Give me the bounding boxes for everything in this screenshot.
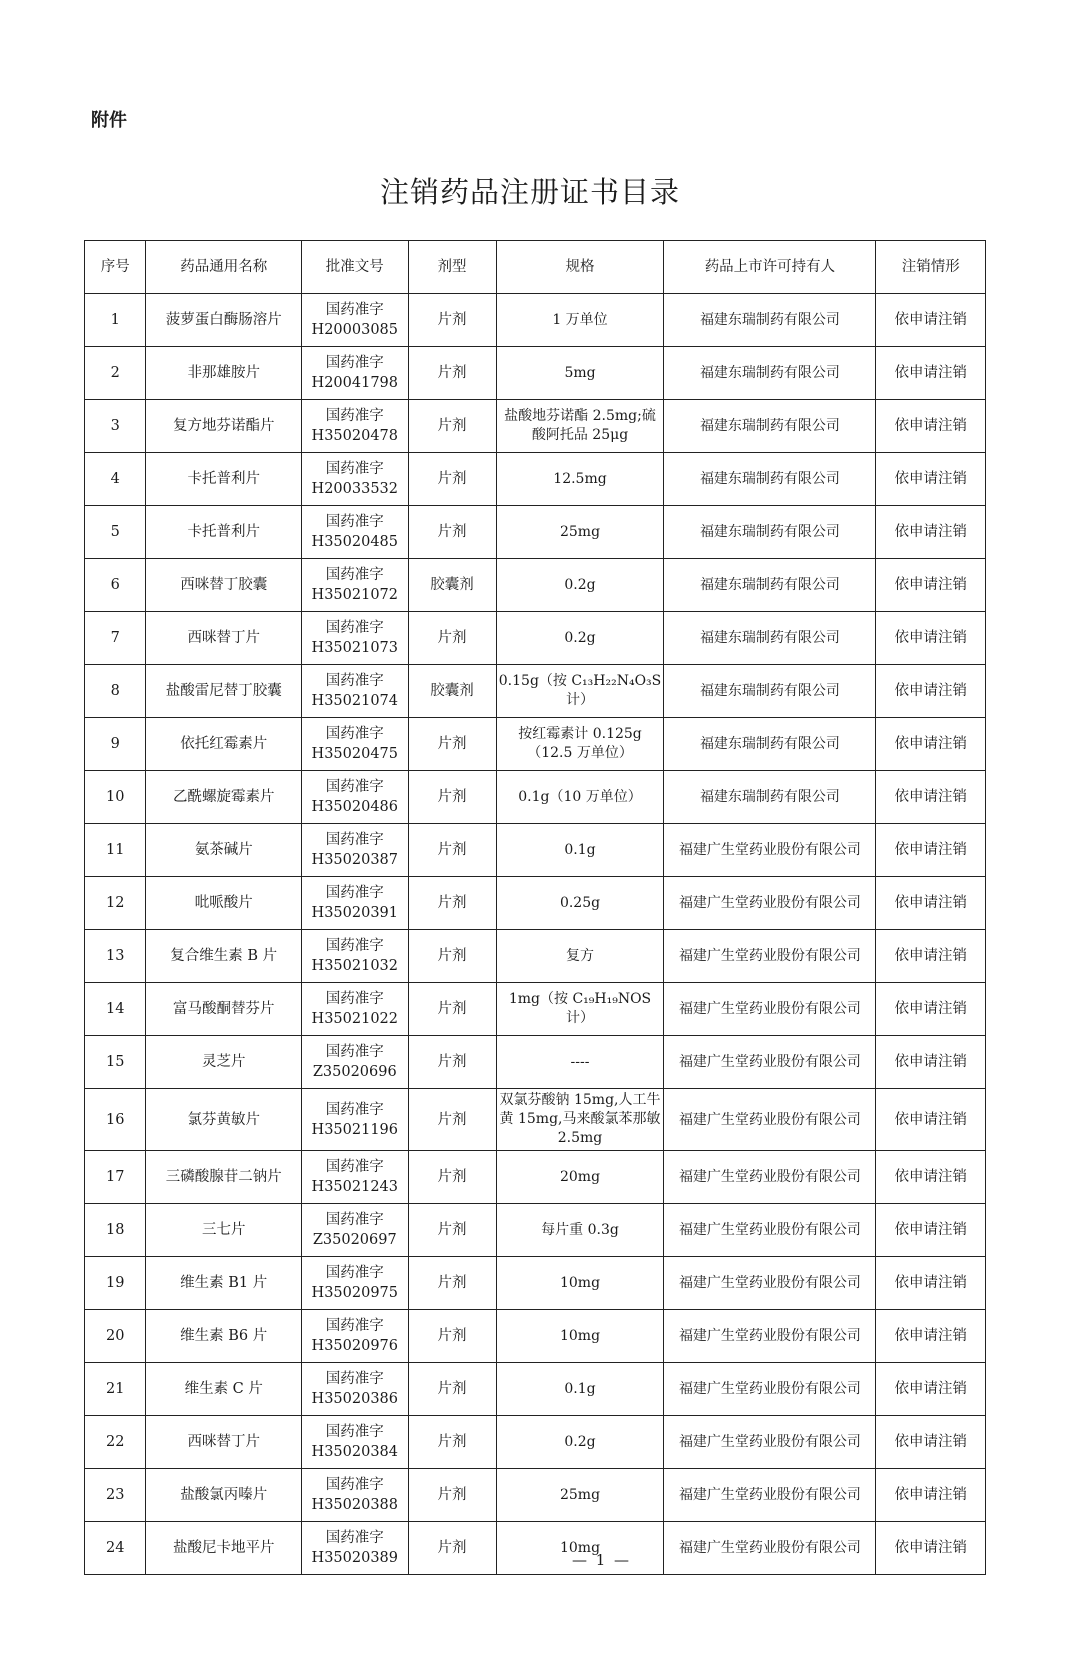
cell-name: 氯芬黄敏片 bbox=[146, 1089, 302, 1151]
cell-name: 三七片 bbox=[146, 1204, 302, 1257]
cell-name: 复方地芬诺酯片 bbox=[146, 400, 302, 453]
table-row bbox=[85, 1204, 986, 1257]
cell-status: 依申请注销 bbox=[876, 1522, 986, 1575]
approval-prefix: 国药准字 bbox=[325, 1044, 384, 1060]
cell-holder: 福建东瑞制药有限公司 bbox=[664, 506, 876, 559]
cell-status: 依申请注销 bbox=[876, 294, 986, 347]
table-row bbox=[85, 1151, 986, 1204]
approval-prefix: 国药准字 bbox=[325, 620, 384, 636]
cell-approval bbox=[302, 1310, 408, 1363]
cell-holder: 福建广生堂药业股份有限公司 bbox=[664, 1469, 876, 1522]
cell-holder: 福建东瑞制药有限公司 bbox=[664, 559, 876, 612]
cell-no: 11 bbox=[85, 824, 146, 877]
cell-holder: 福建广生堂药业股份有限公司 bbox=[664, 1257, 876, 1310]
cell-name: 氨茶碱片 bbox=[146, 824, 302, 877]
cell-holder: 福建东瑞制药有限公司 bbox=[664, 771, 876, 824]
cell-holder: 福建广生堂药业股份有限公司 bbox=[664, 1310, 876, 1363]
approval-prefix: 国药准字 bbox=[325, 567, 384, 583]
cell-no: 8 bbox=[85, 665, 146, 718]
cell-spec: 1 万单位 bbox=[496, 294, 664, 347]
cell-status: 依申请注销 bbox=[876, 1257, 986, 1310]
cell-name: 依托红霉素片 bbox=[146, 718, 302, 771]
cell-approval bbox=[302, 1151, 408, 1204]
cell-status: 依申请注销 bbox=[876, 506, 986, 559]
cell-approval bbox=[302, 1089, 408, 1151]
cell-name: 盐酸雷尼替丁胶囊 bbox=[146, 665, 302, 718]
cell-holder: 福建广生堂药业股份有限公司 bbox=[664, 1204, 876, 1257]
cell-status: 依申请注销 bbox=[876, 718, 986, 771]
cell-name: 西咪替丁片 bbox=[146, 612, 302, 665]
approval-code: H35021243 bbox=[311, 1179, 398, 1195]
cell-status: 依申请注销 bbox=[876, 559, 986, 612]
cell-status: 依申请注销 bbox=[876, 824, 986, 877]
page-number: — 1 — bbox=[571, 1551, 632, 1569]
cell-spec: 12.5mg bbox=[496, 453, 664, 506]
cell-form: 片剂 bbox=[408, 506, 496, 559]
approval-code: Z35020697 bbox=[312, 1232, 397, 1248]
cell-spec: 0.2g bbox=[496, 1416, 664, 1469]
cell-no: 17 bbox=[85, 1151, 146, 1204]
cell-status: 依申请注销 bbox=[876, 771, 986, 824]
cell-approval bbox=[302, 1416, 408, 1469]
column-header-no: 序号 bbox=[85, 241, 146, 294]
cell-no: 24 bbox=[85, 1522, 146, 1575]
cell-holder: 福建东瑞制药有限公司 bbox=[664, 612, 876, 665]
cell-no: 15 bbox=[85, 1036, 146, 1089]
cell-form: 片剂 bbox=[408, 877, 496, 930]
table-row bbox=[85, 877, 986, 930]
cell-approval bbox=[302, 718, 408, 771]
cell-spec: 10mg bbox=[496, 1257, 664, 1310]
cell-name: 盐酸尼卡地平片 bbox=[146, 1522, 302, 1575]
table-row bbox=[85, 347, 986, 400]
cell-approval bbox=[302, 983, 408, 1036]
approval-code: H20003085 bbox=[311, 322, 398, 338]
table-row bbox=[85, 718, 986, 771]
cell-holder: 福建东瑞制药有限公司 bbox=[664, 400, 876, 453]
column-header-form: 剂型 bbox=[408, 241, 496, 294]
approval-prefix: 国药准字 bbox=[325, 779, 384, 795]
cell-spec: 0.2g bbox=[496, 559, 664, 612]
cell-name: 盐酸氯丙嗪片 bbox=[146, 1469, 302, 1522]
cell-approval bbox=[302, 877, 408, 930]
approval-code: H35020486 bbox=[311, 799, 398, 815]
cell-spec: 0.1g（10 万单位） bbox=[496, 771, 664, 824]
approval-prefix: 国药准字 bbox=[325, 1265, 384, 1281]
approval-code: H35020478 bbox=[311, 428, 398, 444]
cell-status: 依申请注销 bbox=[876, 1036, 986, 1089]
cell-form: 片剂 bbox=[408, 1363, 496, 1416]
cell-approval bbox=[302, 400, 408, 453]
cell-spec: 10mg bbox=[496, 1522, 664, 1575]
cell-no: 9 bbox=[85, 718, 146, 771]
approval-prefix: 国药准字 bbox=[325, 1159, 384, 1175]
cell-name: 维生素 B1 片 bbox=[146, 1257, 302, 1310]
approval-code: H35021074 bbox=[311, 693, 398, 709]
cell-status: 依申请注销 bbox=[876, 665, 986, 718]
cell-status: 依申请注销 bbox=[876, 400, 986, 453]
approval-code: H35020387 bbox=[311, 852, 398, 868]
cell-form: 片剂 bbox=[408, 1204, 496, 1257]
cell-no: 20 bbox=[85, 1310, 146, 1363]
cell-form: 片剂 bbox=[408, 294, 496, 347]
cell-holder: 福建广生堂药业股份有限公司 bbox=[664, 1416, 876, 1469]
column-header-name: 药品通用名称 bbox=[146, 241, 302, 294]
approval-prefix: 国药准字 bbox=[325, 1477, 384, 1493]
approval-prefix: 国药准字 bbox=[325, 355, 384, 371]
cell-approval bbox=[302, 347, 408, 400]
cell-holder: 福建广生堂药业股份有限公司 bbox=[664, 824, 876, 877]
cell-spec: 0.25g bbox=[496, 877, 664, 930]
approval-code: H35020389 bbox=[311, 1550, 398, 1566]
approval-prefix: 国药准字 bbox=[325, 514, 384, 530]
cell-status: 依申请注销 bbox=[876, 347, 986, 400]
cell-spec: 双氯芬酸钠 15mg,人工牛黄 15mg,马来酸氯苯那敏 2.5mg bbox=[496, 1089, 664, 1151]
cell-name: 乙酰螺旋霉素片 bbox=[146, 771, 302, 824]
approval-prefix: 国药准字 bbox=[325, 991, 384, 1007]
cell-no: 1 bbox=[85, 294, 146, 347]
cell-approval bbox=[302, 1257, 408, 1310]
table-row bbox=[85, 294, 986, 347]
approval-code: H35020976 bbox=[311, 1338, 398, 1354]
table-row bbox=[85, 1036, 986, 1089]
cell-form: 片剂 bbox=[408, 612, 496, 665]
approval-prefix: 国药准字 bbox=[325, 302, 384, 318]
document-title: 注销药品注册证书目录 bbox=[379, 175, 680, 209]
approval-prefix: 国药准字 bbox=[325, 726, 384, 742]
cell-name: 卡托普利片 bbox=[146, 453, 302, 506]
cell-spec: 复方 bbox=[496, 930, 664, 983]
approval-code: H35021196 bbox=[311, 1121, 398, 1138]
cell-name: 吡哌酸片 bbox=[146, 877, 302, 930]
cell-approval bbox=[302, 559, 408, 612]
approval-code: H35021032 bbox=[311, 958, 398, 974]
cell-approval bbox=[302, 1363, 408, 1416]
cell-form: 片剂 bbox=[408, 400, 496, 453]
approval-prefix: 国药准字 bbox=[325, 673, 384, 689]
cell-spec: 1mg（按 C₁₉H₁₉NOS 计） bbox=[496, 983, 664, 1036]
approval-prefix: 国药准字 bbox=[325, 1530, 384, 1546]
cell-approval bbox=[302, 612, 408, 665]
cell-spec: 20mg bbox=[496, 1151, 664, 1204]
approval-prefix: 国药准字 bbox=[325, 885, 384, 901]
column-header-approval: 批准文号 bbox=[302, 241, 408, 294]
cell-no: 2 bbox=[85, 347, 146, 400]
cell-approval bbox=[302, 824, 408, 877]
table-row bbox=[85, 453, 986, 506]
approval-code: H35021073 bbox=[311, 640, 398, 656]
approval-prefix: 国药准字 bbox=[325, 1371, 384, 1387]
cell-no: 16 bbox=[85, 1089, 146, 1151]
approval-prefix: 国药准字 bbox=[325, 1212, 384, 1228]
cell-form: 片剂 bbox=[408, 1151, 496, 1204]
approval-code: H35020975 bbox=[311, 1285, 398, 1301]
approval-code: H35020485 bbox=[311, 534, 398, 550]
cell-name: 灵芝片 bbox=[146, 1036, 302, 1089]
cell-spec: 按红霉素计 0.125g（12.5 万单位） bbox=[496, 718, 664, 771]
cell-form: 片剂 bbox=[408, 1310, 496, 1363]
cell-holder: 福建广生堂药业股份有限公司 bbox=[664, 877, 876, 930]
table-row bbox=[85, 400, 986, 453]
approval-code: H35020386 bbox=[311, 1391, 398, 1407]
cell-no: 7 bbox=[85, 612, 146, 665]
cell-form: 片剂 bbox=[408, 1416, 496, 1469]
cell-holder: 福建广生堂药业股份有限公司 bbox=[664, 1522, 876, 1575]
approval-code: H35020384 bbox=[311, 1444, 398, 1460]
cell-name: 维生素 B6 片 bbox=[146, 1310, 302, 1363]
cell-form: 片剂 bbox=[408, 1469, 496, 1522]
table-row bbox=[85, 771, 986, 824]
approval-code: H35020388 bbox=[311, 1497, 398, 1513]
table-row bbox=[85, 824, 986, 877]
cell-approval bbox=[302, 771, 408, 824]
cell-spec: 0.1g bbox=[496, 824, 664, 877]
approval-prefix: 国药准字 bbox=[325, 938, 384, 954]
cell-approval bbox=[302, 1204, 408, 1257]
approval-prefix: 国药准字 bbox=[325, 408, 384, 424]
cell-name: 菠萝蛋白酶肠溶片 bbox=[146, 294, 302, 347]
cell-holder: 福建广生堂药业股份有限公司 bbox=[664, 1363, 876, 1416]
cell-form: 胶囊剂 bbox=[408, 665, 496, 718]
cell-holder: 福建东瑞制药有限公司 bbox=[664, 453, 876, 506]
cell-no: 18 bbox=[85, 1204, 146, 1257]
cell-spec: 25mg bbox=[496, 506, 664, 559]
cell-approval bbox=[302, 294, 408, 347]
cell-name: 非那雄胺片 bbox=[146, 347, 302, 400]
cell-holder: 福建广生堂药业股份有限公司 bbox=[664, 1151, 876, 1204]
cell-name: 复合维生素 B 片 bbox=[146, 930, 302, 983]
cell-no: 5 bbox=[85, 506, 146, 559]
approval-code: Z35020696 bbox=[312, 1064, 397, 1080]
table-row bbox=[85, 983, 986, 1036]
approval-code: H35020391 bbox=[311, 905, 398, 921]
cell-name: 维生素 C 片 bbox=[146, 1363, 302, 1416]
cell-form: 片剂 bbox=[408, 930, 496, 983]
cell-holder: 福建广生堂药业股份有限公司 bbox=[664, 1089, 876, 1151]
cell-status: 依申请注销 bbox=[876, 612, 986, 665]
approval-prefix: 国药准字 bbox=[325, 461, 384, 477]
cell-spec: 0.1g bbox=[496, 1363, 664, 1416]
column-header-holder: 药品上市许可持有人 bbox=[664, 241, 876, 294]
cell-form: 胶囊剂 bbox=[408, 559, 496, 612]
registry-table bbox=[84, 240, 986, 1575]
cell-no: 22 bbox=[85, 1416, 146, 1469]
cell-approval bbox=[302, 1036, 408, 1089]
cell-holder: 福建广生堂药业股份有限公司 bbox=[664, 983, 876, 1036]
cell-no: 6 bbox=[85, 559, 146, 612]
cell-status: 依申请注销 bbox=[876, 453, 986, 506]
cell-status: 依申请注销 bbox=[876, 877, 986, 930]
cell-form: 片剂 bbox=[408, 771, 496, 824]
cell-no: 13 bbox=[85, 930, 146, 983]
cell-spec: 5mg bbox=[496, 347, 664, 400]
table-row bbox=[85, 665, 986, 718]
cell-form: 片剂 bbox=[408, 718, 496, 771]
table-row bbox=[85, 1363, 986, 1416]
cell-no: 23 bbox=[85, 1469, 146, 1522]
cell-spec: 0.15g（按 C₁₃H₂₂N₄O₃S 计） bbox=[496, 665, 664, 718]
cell-name: 西咪替丁片 bbox=[146, 1416, 302, 1469]
cell-no: 14 bbox=[85, 983, 146, 1036]
cell-status: 依申请注销 bbox=[876, 930, 986, 983]
cell-approval bbox=[302, 506, 408, 559]
approval-prefix: 国药准字 bbox=[325, 1424, 384, 1440]
table-body bbox=[85, 294, 986, 1575]
cell-spec: 0.2g bbox=[496, 612, 664, 665]
column-header-spec: 规格 bbox=[496, 241, 664, 294]
attachment-label: 附件 bbox=[91, 110, 127, 131]
approval-code: H20041798 bbox=[311, 375, 398, 391]
cell-approval bbox=[302, 930, 408, 983]
cell-status: 依申请注销 bbox=[876, 1310, 986, 1363]
cell-spec: ---- bbox=[496, 1036, 664, 1089]
cell-form: 片剂 bbox=[408, 453, 496, 506]
cell-spec: 25mg bbox=[496, 1469, 664, 1522]
table-row bbox=[85, 1310, 986, 1363]
cell-approval bbox=[302, 453, 408, 506]
cell-holder: 福建广生堂药业股份有限公司 bbox=[664, 1036, 876, 1089]
cell-no: 4 bbox=[85, 453, 146, 506]
table-row bbox=[85, 559, 986, 612]
approval-prefix: 国药准字 bbox=[325, 832, 384, 848]
cell-form: 片剂 bbox=[408, 983, 496, 1036]
cell-form: 片剂 bbox=[408, 347, 496, 400]
cell-spec: 10mg bbox=[496, 1310, 664, 1363]
cell-form: 片剂 bbox=[408, 1036, 496, 1089]
cell-form: 片剂 bbox=[408, 824, 496, 877]
cell-name: 卡托普利片 bbox=[146, 506, 302, 559]
column-header-status: 注销情形 bbox=[876, 241, 986, 294]
cell-status: 依申请注销 bbox=[876, 1416, 986, 1469]
approval-code: H35021072 bbox=[311, 587, 398, 603]
cell-holder: 福建东瑞制药有限公司 bbox=[664, 347, 876, 400]
cell-holder: 福建广生堂药业股份有限公司 bbox=[664, 930, 876, 983]
table-row bbox=[85, 506, 986, 559]
cell-no: 10 bbox=[85, 771, 146, 824]
cell-approval bbox=[302, 665, 408, 718]
cell-form: 片剂 bbox=[408, 1257, 496, 1310]
cell-spec: 每片重 0.3g bbox=[496, 1204, 664, 1257]
table-header-row bbox=[85, 241, 986, 294]
cell-form: 片剂 bbox=[408, 1089, 496, 1151]
cell-status: 依申请注销 bbox=[876, 1151, 986, 1204]
cell-name: 三磷酸腺苷二钠片 bbox=[146, 1151, 302, 1204]
approval-prefix: 国药准字 bbox=[325, 1101, 384, 1118]
table-row bbox=[85, 1089, 986, 1151]
cell-holder: 福建东瑞制药有限公司 bbox=[664, 665, 876, 718]
cell-status: 依申请注销 bbox=[876, 1469, 986, 1522]
cell-spec: 盐酸地芬诺酯 2.5mg;硫酸阿托品 25μg bbox=[496, 400, 664, 453]
approval-code: H35021022 bbox=[311, 1011, 398, 1027]
cell-status: 依申请注销 bbox=[876, 983, 986, 1036]
cell-status: 依申请注销 bbox=[876, 1204, 986, 1257]
cell-no: 21 bbox=[85, 1363, 146, 1416]
approval-code: H20033532 bbox=[311, 481, 398, 497]
cell-name: 富马酸酮替芬片 bbox=[146, 983, 302, 1036]
cell-no: 12 bbox=[85, 877, 146, 930]
table-row bbox=[85, 612, 986, 665]
approval-code: H35020475 bbox=[311, 746, 398, 762]
cell-approval bbox=[302, 1469, 408, 1522]
cell-name: 西咪替丁胶囊 bbox=[146, 559, 302, 612]
cell-no: 19 bbox=[85, 1257, 146, 1310]
approval-prefix: 国药准字 bbox=[325, 1318, 384, 1334]
cell-form: 片剂 bbox=[408, 1522, 496, 1575]
cell-holder: 福建东瑞制药有限公司 bbox=[664, 718, 876, 771]
table-row bbox=[85, 1257, 986, 1310]
cell-no: 3 bbox=[85, 400, 146, 453]
cell-status: 依申请注销 bbox=[876, 1089, 986, 1151]
table-row bbox=[85, 1416, 986, 1469]
table-row bbox=[85, 1469, 986, 1522]
cell-holder: 福建东瑞制药有限公司 bbox=[664, 294, 876, 347]
cell-status: 依申请注销 bbox=[876, 1363, 986, 1416]
table-row bbox=[85, 930, 986, 983]
